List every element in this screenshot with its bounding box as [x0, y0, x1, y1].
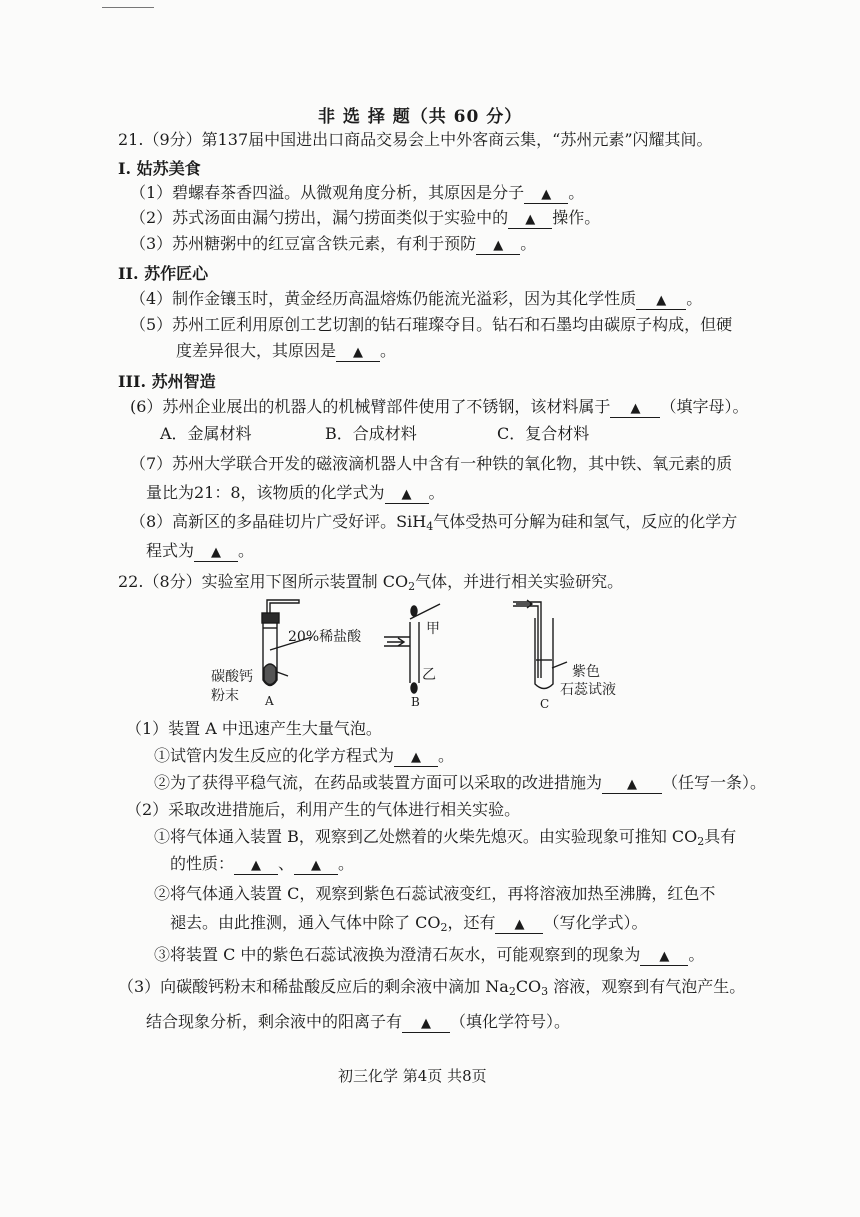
- q21-item8-line1: （8）高新区的多晶硅切片广受好评。SiH$_4$气体受热可分解为硅和氢气，反应的化学方: [130, 512, 738, 533]
- q21-item5-line1: （5）苏州工匠利用原创工艺切割的钻石璀璨夺目。钻石和石墨均由碳原子构成，但硬: [130, 315, 733, 334]
- flame-top-b: [411, 606, 417, 616]
- q22-sub2-1-line2: 的性质： ▲ 、 ▲ 。: [170, 854, 355, 873]
- page-footer: 初三化学 第4页 共8页: [338, 1067, 487, 1085]
- caco3-powder: [264, 664, 276, 685]
- q21-item1: （1）碧螺春茶香四溢。从微观角度分析，其原因是分子 ▲ 。: [130, 183, 585, 202]
- label-hcl: 20%稀盐酸: [288, 629, 362, 645]
- q21-item7-line2: 量比为21：8，该物质的化学式为 ▲ 。: [146, 483, 445, 502]
- q21-item5-line2: 度差异很大，其原因是 ▲ 。: [176, 341, 397, 360]
- label-apparatus-a: A: [265, 694, 274, 708]
- q21-intro: 21.（9分）第137届中国进出口商品交易会上中外客商云集，“苏州元素”闪耀其间。: [118, 130, 713, 149]
- label-litmus-line2: 石蕊试液: [560, 682, 616, 698]
- q22-sub1: （1）装置 A 中迅速产生大量气泡。: [126, 719, 382, 738]
- q21-item6-option-c: C．复合材料: [497, 424, 590, 443]
- q21-item3: （3）苏州糖粥中的红豆富含铁元素，有利于预防 ▲ 。: [130, 234, 537, 253]
- label-jia: 甲: [426, 621, 440, 637]
- q21-item6-option-b: B．合成材料: [325, 424, 417, 443]
- section-title: 非 选 择 题（共 60 分）: [318, 107, 523, 127]
- leader-litmus: [552, 662, 567, 668]
- delivery-tube-c: [513, 602, 541, 678]
- q22-sub2: （2）采取改进措施后，利用产生的气体进行相关实验。: [126, 800, 521, 819]
- q22-intro: 22.（8分）实验室用下图所示装置制 $CO_2$气体，并进行相关实验研究。: [118, 572, 624, 593]
- flame-bottom-b: [411, 683, 417, 693]
- q21-part1-title: I. 姑苏美食: [118, 159, 201, 178]
- q21-part2-title: II. 苏作匠心: [118, 264, 209, 283]
- q21-part3-title: III. 苏州智造: [118, 372, 216, 391]
- delivery-tube-a: [267, 600, 299, 613]
- label-apparatus-c: C: [540, 697, 550, 711]
- q21-item6: (6）苏州企业展出的机器人的机械臂部件使用了不锈钢，该材料属于 ▲ （填字母）。: [130, 397, 749, 416]
- apparatus-c: [513, 600, 567, 689]
- q22-sub2-1-line1: ①将气体通入装置 B，观察到乙处燃着的火柴先熄灭。由实验现象可推知 $CO_2$具有: [154, 827, 737, 848]
- label-yi: 乙: [422, 667, 436, 683]
- stopper-a: [262, 613, 279, 623]
- label-apparatus-b: B: [411, 695, 420, 709]
- vertical-tube-b: [410, 622, 419, 683]
- inlet-arrow-b: [387, 638, 404, 646]
- q21-item6-option-a: A．金属材料: [160, 424, 252, 443]
- q22-sub1-2: ②为了获得平稳气流，在药品或装置方面可以采取的改进措施为 ▲ （任写一条）。: [154, 773, 767, 792]
- label-caco3-line2: 粉末: [211, 688, 239, 704]
- q22-sub2-2-line2: 褪去。由此推测，通入气体中除了 $CO_2$，还有 ▲ （写化学式）。: [170, 913, 648, 934]
- label-caco3-line1: 碳酸钙: [211, 669, 253, 685]
- q21-item2: （2）苏式汤面由漏勺捞出，漏勺捞面类似于实验中的 ▲ 操作。: [130, 208, 601, 227]
- q22-sub2-2-line1: ②将气体通入装置 C，观察到紫色石蕊试液变红，再将溶液加热至沸腾，红色不: [154, 884, 716, 903]
- label-litmus-line1: 紫色: [572, 664, 600, 680]
- leader-powder: [277, 672, 288, 676]
- q22-sub2-3: ③将装置 C 中的紫色石蕊试液换为澄清石灰水，可能观察到的现象为 ▲ 。: [154, 945, 705, 964]
- q21-item4: （4）制作金镶玉时，黄金经历高温熔炼仍能流光溢彩，因为其化学性质 ▲ 。: [130, 289, 703, 308]
- q21-item8-line2: 程式为 ▲ 。: [146, 541, 255, 560]
- q21-item7-line1: （7）苏州大学联合开发的磁液滴机器人中含有一种铁的氧化物，其中铁、氧元素的质: [130, 454, 733, 473]
- q22-sub1-1: ①试管内发生反应的化学方程式为 ▲ 。: [154, 746, 455, 765]
- q22-sub3-line1: （3）向碳酸钙粉末和稀盐酸反应后的剩余液中滴加 $Na_2CO_3$ 溶液，观察到有气泡产生。: [118, 977, 746, 998]
- gas-arrow-c: [516, 600, 532, 608]
- q22-sub3-line2: 结合现象分析，剩余液中的阳离子有 ▲ （填化学符号）。: [146, 1012, 571, 1031]
